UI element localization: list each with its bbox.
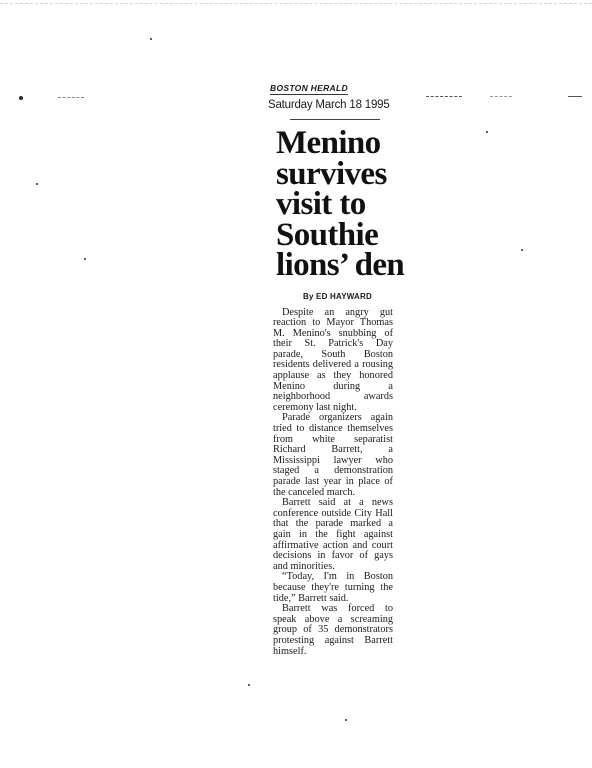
scan-speck (36, 183, 38, 185)
headline-line: lions’ den (276, 247, 405, 283)
scan-speck (345, 719, 347, 721)
headline-line: Menino (276, 125, 381, 161)
article-paragraph: “Today, I'm in Boston because they're turning the tide,” Barrett said. (273, 571, 393, 604)
article-paragraph: Barrett said at a news conference outside City Hall that the parade marked a gain in the fight against affirmative action and court decisions in favor of gays and minorities. (273, 497, 393, 572)
headline-line: survives (276, 155, 387, 192)
article-paragraph: Parade organizers again tried to distance themselves from white separatist Richard Barrett, a Mississippi lawyer who staged a demonstration parade last year in place of the canceled march. (273, 412, 393, 498)
scan-speck (248, 684, 250, 686)
scan-speck (84, 258, 86, 260)
headline (276, 125, 405, 283)
byline: By ED HAYWARD (303, 291, 372, 301)
headline-line: visit to (276, 186, 366, 222)
scan-speck (150, 38, 152, 40)
newspaper-clipping (266, 78, 405, 657)
scan-mark (568, 96, 582, 97)
masthead: BOSTON HERALD (270, 80, 348, 95)
headline-line: Southie (276, 216, 379, 253)
scan-mark (426, 96, 462, 97)
article-body (273, 308, 393, 658)
scan-mark (58, 97, 84, 98)
date-divider (290, 119, 380, 120)
scan-mark (490, 96, 512, 97)
publication-date: Saturday March 18 1995 (268, 99, 390, 111)
article-paragraph: Despite an angry gut reaction to Mayor Thomas M. Menino's snubbing of their St. Patrick's Day parade, South Boston residents delivered a rousing applause as they honored Menino during a neighborhood awards ceremony last night. (273, 306, 393, 413)
scan-speck (19, 96, 23, 100)
scan-speck (486, 131, 488, 133)
article-paragraph: Barrett was forced to speak above a screaming group of 35 demonstrators protesting against Barrett himself. (273, 603, 393, 657)
scan-speck (521, 249, 523, 251)
scan-top-edge (0, 3, 592, 5)
